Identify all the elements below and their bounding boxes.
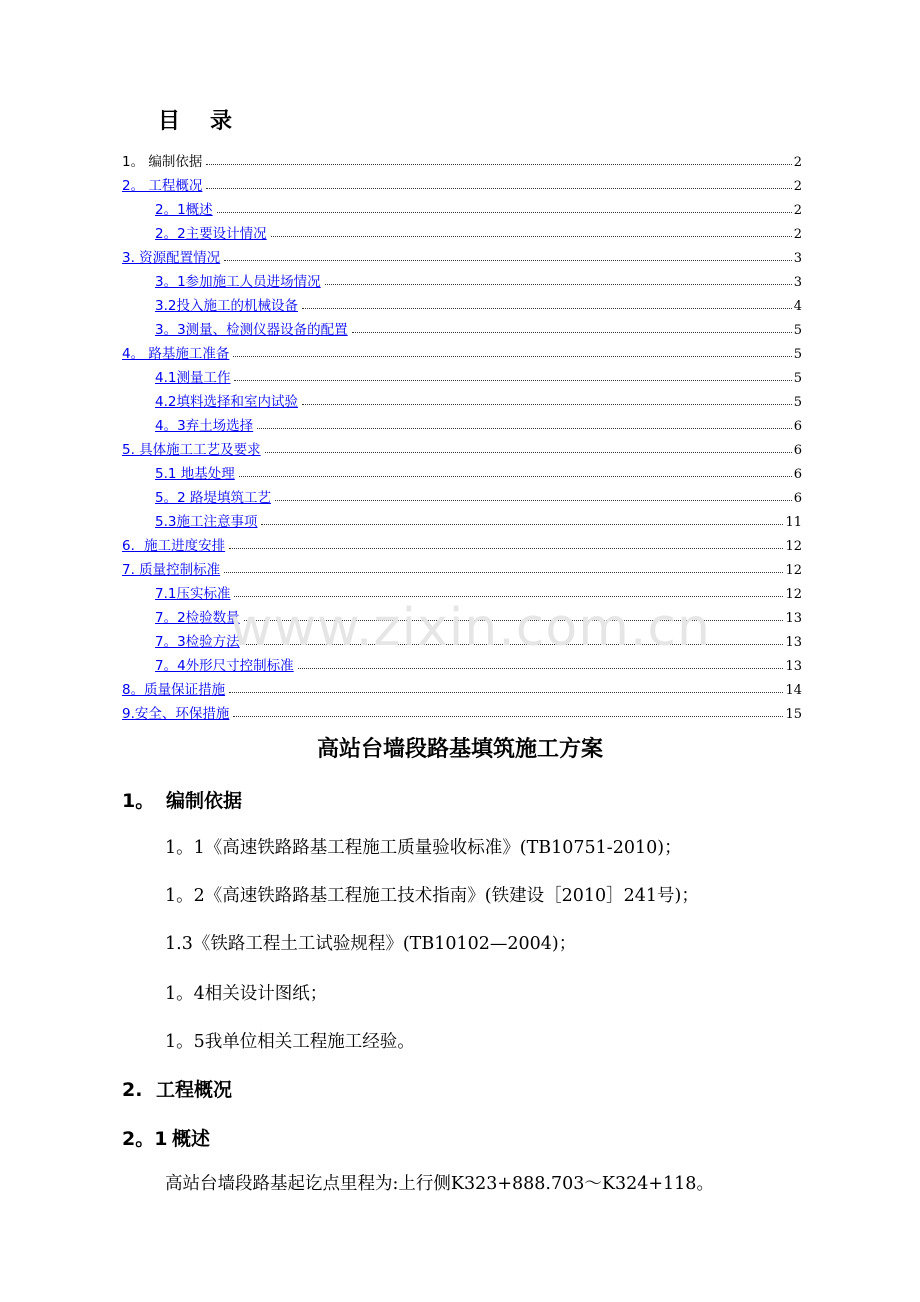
toc-page-number: 2 <box>793 227 802 242</box>
toc-entry[interactable] <box>122 218 802 242</box>
reference-item-5: 1。5我单位相关工程施工经验。 <box>165 1032 415 1052</box>
toc-leader-dots <box>224 260 792 261</box>
toc-entry[interactable] <box>122 242 802 266</box>
toc-leader-dots <box>302 404 792 405</box>
toc-page-number: 11 <box>785 515 802 530</box>
toc-entry-label[interactable]: 7。3检验方法 <box>155 634 240 650</box>
toc-entry[interactable] <box>122 458 802 482</box>
section-2-1-heading <box>122 1124 210 1151</box>
reference-item-4: 1。4相关设计图纸； <box>165 984 328 1004</box>
toc-entry-label[interactable]: 4。3弃土场选择 <box>155 418 254 434</box>
toc-page-number: 5 <box>793 323 802 338</box>
toc-entry[interactable] <box>122 290 802 314</box>
section-number: 2. <box>122 1079 143 1101</box>
toc-page-number: 13 <box>785 659 802 674</box>
toc-entry-label[interactable]: 7.1压实标准 <box>155 586 231 602</box>
section-title: 工程概况 <box>156 1079 233 1101</box>
toc-page-number: 5 <box>793 347 802 362</box>
toc-entry[interactable] <box>122 530 802 554</box>
toc-title: 目录 <box>158 109 263 134</box>
table-of-contents <box>122 146 802 722</box>
toc-page-number: 12 <box>785 563 802 578</box>
reference-item-1: 1。1《高速铁路路基工程施工质量验收标准》(TB10751-2010)； <box>165 838 682 858</box>
toc-leader-dots <box>302 308 792 309</box>
toc-page-number: 2 <box>793 203 802 218</box>
toc-entry-label[interactable]: 5.1 地基处理 <box>155 466 235 482</box>
toc-leader-dots <box>206 164 791 165</box>
toc-entry[interactable] <box>122 674 802 698</box>
toc-page-number: 2 <box>793 155 802 170</box>
toc-entry[interactable] <box>122 410 802 434</box>
toc-entry-label[interactable]: 4。 路基施工准备 <box>122 346 230 362</box>
toc-entry-label[interactable]: 3。3测量、检测仪器设备的配置 <box>155 322 348 338</box>
toc-leader-dots <box>234 380 791 381</box>
section-number: 1。 <box>122 790 155 812</box>
toc-entry-label[interactable]: 3。1参加施工人员进场情况 <box>155 274 321 290</box>
toc-page-number: 3 <box>793 275 802 290</box>
toc-leader-dots <box>206 188 791 189</box>
toc-leader-dots <box>234 596 783 597</box>
toc-leader-dots <box>261 524 783 525</box>
toc-page-number: 6 <box>793 467 802 482</box>
toc-page-number: 4 <box>793 299 802 314</box>
toc-leader-dots <box>233 716 783 717</box>
toc-leader-dots <box>244 620 784 621</box>
toc-entry[interactable] <box>122 362 802 386</box>
toc-entry-label[interactable]: 2。1概述 <box>155 202 213 218</box>
overview-paragraph: 高站台墙段路基起讫点里程为:上行侧K323+888.703～K324+118。 <box>165 1174 714 1194</box>
toc-page-number: 6 <box>793 491 802 506</box>
toc-entry[interactable] <box>122 386 802 410</box>
toc-page-number: 5 <box>793 371 802 386</box>
toc-leader-dots <box>298 668 784 669</box>
toc-entry[interactable] <box>122 554 802 578</box>
toc-entry-label[interactable]: 8。质量保证措施 <box>122 682 226 698</box>
toc-leader-dots <box>275 500 792 501</box>
toc-page-number: 13 <box>785 611 802 626</box>
toc-page-number: 14 <box>785 683 802 698</box>
toc-entry <box>122 146 802 170</box>
section-title: 概述 <box>172 1128 211 1150</box>
toc-page-number: 12 <box>785 539 802 554</box>
toc-entry-label[interactable]: 4.2填料选择和室内试验 <box>155 394 298 410</box>
reference-item-2: 1。2《高速铁路路基工程施工技术指南》(铁建设［2010］241号)； <box>165 886 699 906</box>
toc-leader-dots <box>233 356 791 357</box>
section-title: 编制依据 <box>166 790 243 812</box>
toc-page-number: 6 <box>793 419 802 434</box>
toc-entry[interactable] <box>122 434 802 458</box>
toc-page-number: 13 <box>785 635 802 650</box>
toc-leader-dots <box>224 572 783 573</box>
reference-item-3: 1.3《铁路工程土工试验规程》(TB10102—2004)； <box>165 934 577 954</box>
toc-entry-label[interactable]: 5.3施工注意事项 <box>155 514 258 530</box>
section-1-heading <box>122 786 242 813</box>
watermark: www.zixin.com.cn <box>230 598 711 658</box>
toc-entry-label[interactable]: 3. 资源配置情况 <box>122 250 221 266</box>
toc-entry[interactable] <box>122 266 802 290</box>
toc-leader-dots <box>257 428 792 429</box>
toc-entry-label[interactable]: 2。2主要设计情况 <box>155 226 267 242</box>
toc-entry[interactable] <box>122 338 802 362</box>
section-2-heading <box>122 1075 232 1102</box>
toc-entry-label[interactable]: 7。2检验数量 <box>155 610 240 626</box>
toc-entry-label[interactable]: 5。2 路堤填筑工艺 <box>155 490 271 506</box>
toc-leader-dots <box>229 692 783 693</box>
toc-leader-dots <box>217 212 792 213</box>
toc-entry-label[interactable]: 5. 具体施工工艺及要求 <box>122 442 261 458</box>
toc-entry[interactable] <box>122 194 802 218</box>
toc-leader-dots <box>352 332 792 333</box>
toc-entry[interactable] <box>122 650 802 674</box>
toc-leader-dots <box>239 476 792 477</box>
toc-page-number: 2 <box>793 179 802 194</box>
toc-entry-label: 1。 编制依据 <box>122 154 203 170</box>
toc-entry-label[interactable]: 3.2投入施工的机械设备 <box>155 298 298 314</box>
toc-page-number: 6 <box>793 443 802 458</box>
section-number: 2。1 <box>122 1128 168 1150</box>
toc-entry[interactable] <box>122 578 802 602</box>
toc-leader-dots <box>325 284 792 285</box>
toc-entry[interactable] <box>122 506 802 530</box>
toc-entry-label[interactable]: 9.安全、环保措施 <box>122 706 230 722</box>
toc-leader-dots <box>244 644 784 645</box>
document-title: 高站台墙段路基填筑施工方案 <box>316 737 603 762</box>
toc-entry[interactable] <box>122 602 802 626</box>
toc-page-number: 5 <box>793 395 802 410</box>
toc-leader-dots <box>229 548 783 549</box>
toc-entry[interactable] <box>122 626 802 650</box>
toc-entry-label[interactable]: 6．施工进度安排 <box>122 538 226 554</box>
toc-leader-dots <box>265 452 792 453</box>
toc-entry[interactable] <box>122 482 802 506</box>
toc-entry-label[interactable]: 7. 质量控制标准 <box>122 562 221 578</box>
toc-page-number: 3 <box>793 251 802 266</box>
toc-entry-label[interactable]: 2。 工程概况 <box>122 178 203 194</box>
toc-entry[interactable] <box>122 170 802 194</box>
toc-entry[interactable] <box>122 314 802 338</box>
toc-page-number: 12 <box>785 587 802 602</box>
toc-entry-label[interactable]: 4.1测量工作 <box>155 370 231 386</box>
toc-entry[interactable] <box>122 698 802 722</box>
toc-page-number: 15 <box>785 707 802 722</box>
toc-entry-label[interactable]: 7。4外形尺寸控制标准 <box>155 658 294 674</box>
toc-leader-dots <box>271 236 792 237</box>
